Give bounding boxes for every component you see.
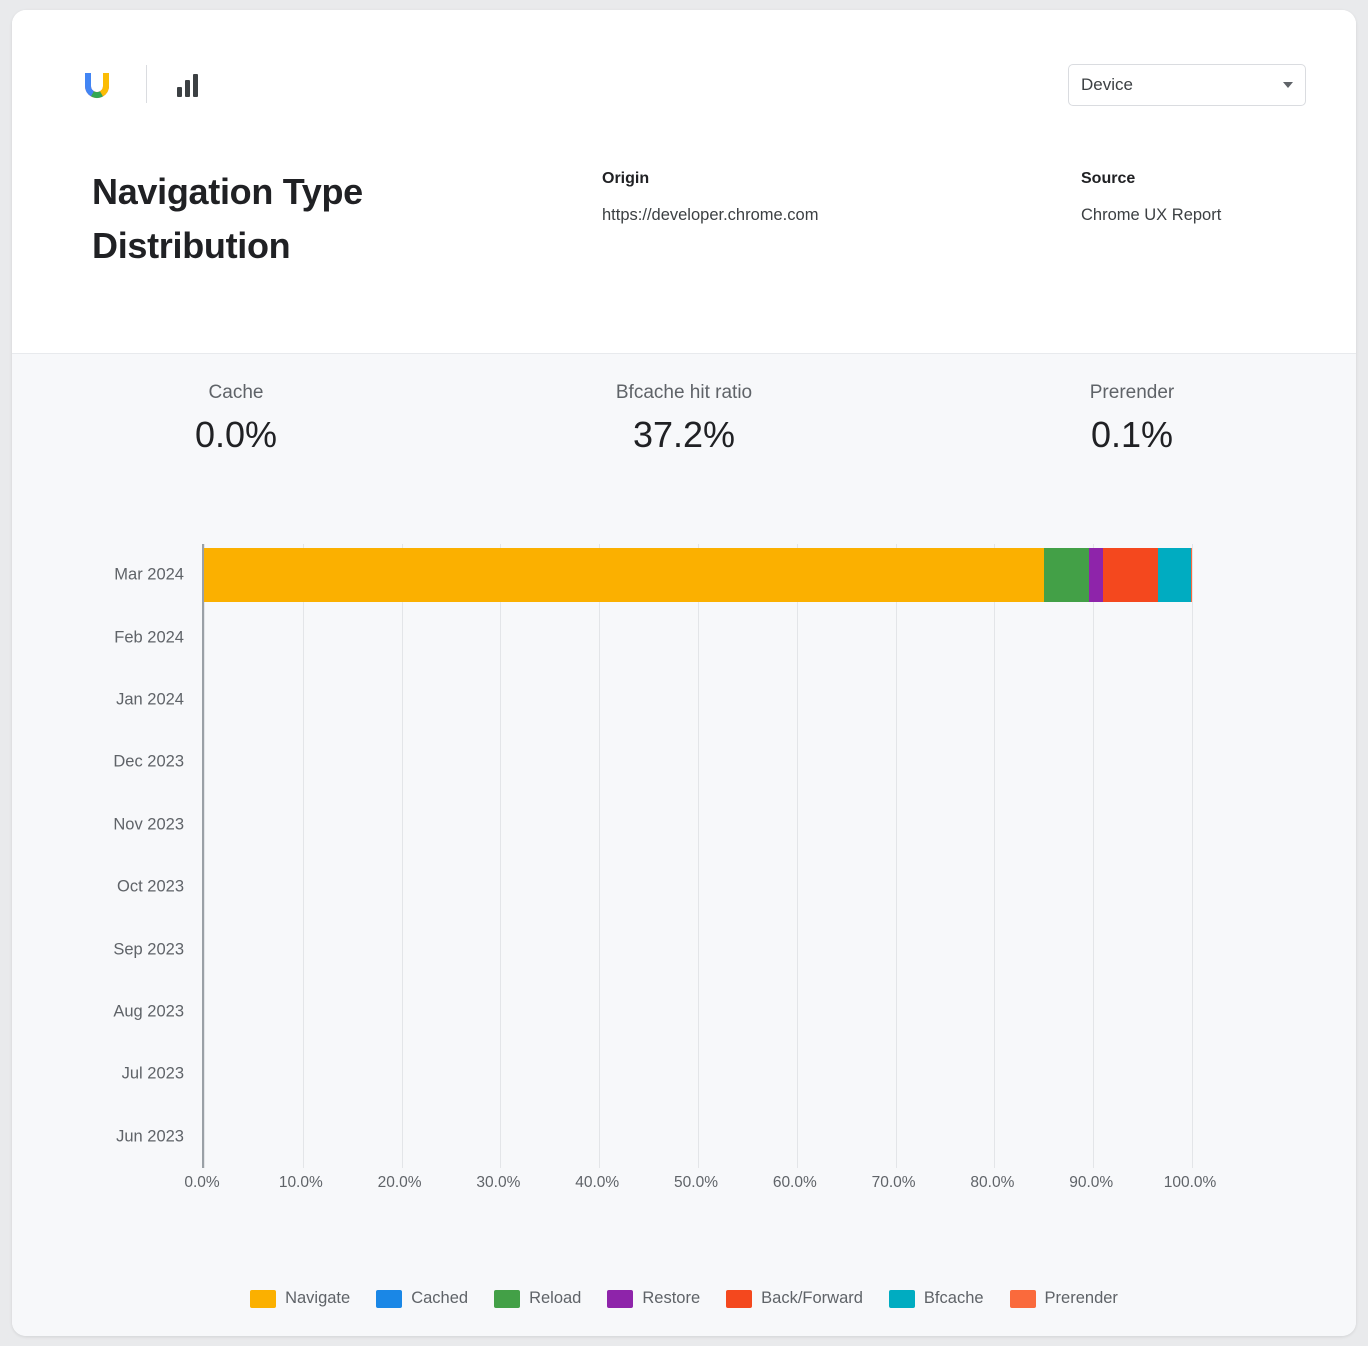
stat-1 [460, 382, 908, 456]
gridline [204, 544, 205, 1168]
stat-caption: Cache [208, 382, 264, 403]
stat-value: 0.0% [194, 414, 278, 455]
legend-swatch [889, 1290, 915, 1308]
y-axis-tick: Feb 2024 [114, 628, 184, 647]
gridline [402, 544, 403, 1168]
legend-label: Restore [642, 1289, 701, 1307]
y-axis-tick: Oct 2023 [117, 877, 184, 896]
legend-item-navigate[interactable] [250, 1289, 350, 1308]
gridline [500, 544, 501, 1168]
gridline [994, 544, 995, 1168]
legend-item-cached[interactable] [376, 1289, 468, 1308]
device-select-value: Device [1081, 75, 1133, 94]
bar-segment-reload[interactable] [1044, 548, 1089, 602]
bar-row[interactable] [204, 548, 1192, 602]
plot-area [202, 544, 1192, 1168]
x-axis-tick: 60.0% [772, 1174, 817, 1191]
gridline [599, 544, 600, 1168]
legend-label: Navigate [285, 1289, 351, 1307]
legend-item-back-forward[interactable] [726, 1289, 863, 1308]
bar-segment-restore[interactable] [1089, 548, 1103, 602]
x-axis-labels [184, 1174, 1217, 1204]
x-axis-tick: 90.0% [1069, 1174, 1114, 1191]
legend-item-bfcache[interactable] [889, 1289, 984, 1308]
bar-segment-prerender[interactable] [1191, 548, 1192, 602]
bar-chart-icon [177, 71, 203, 97]
legend-swatch [494, 1290, 520, 1308]
card-header [12, 10, 1356, 354]
legend-swatch [607, 1290, 633, 1308]
bar-segment-back-forward[interactable] [1103, 548, 1158, 602]
origin-value: https://developer.chrome.com [602, 206, 819, 224]
gridline [797, 544, 798, 1168]
legend-item-restore[interactable] [607, 1289, 700, 1308]
chrome-ux-logo-icon [80, 67, 114, 101]
y-axis-tick: Jun 2023 [116, 1127, 184, 1146]
brand-row [80, 60, 203, 108]
device-select[interactable] [1068, 64, 1306, 106]
y-axis-tick: Jan 2024 [116, 690, 184, 709]
stat-0 [12, 382, 460, 456]
legend-swatch [1010, 1290, 1036, 1308]
legend-item-prerender[interactable] [1010, 1289, 1118, 1308]
x-axis-tick: 10.0% [278, 1174, 323, 1191]
legend-label: Back/Forward [761, 1289, 863, 1307]
legend-label: Prerender [1044, 1289, 1118, 1307]
legend-swatch [726, 1290, 752, 1308]
x-axis-tick: 20.0% [377, 1174, 422, 1191]
gridline [698, 544, 699, 1168]
gridline [896, 544, 897, 1168]
y-axis-labels [12, 544, 184, 1168]
navigation-type-chart [12, 544, 1356, 1244]
legend-swatch [250, 1290, 276, 1308]
origin-meta [602, 170, 818, 225]
x-axis-tick: 30.0% [476, 1174, 521, 1191]
source-meta [1081, 170, 1221, 225]
gridline [1192, 544, 1193, 1168]
legend-item-reload[interactable] [494, 1289, 581, 1308]
card-body [12, 354, 1356, 1336]
divider [146, 65, 147, 103]
bar-segment-navigate[interactable] [204, 548, 1044, 602]
x-axis-tick: 80.0% [970, 1174, 1015, 1191]
chevron-down-icon [1283, 82, 1293, 88]
x-axis-tick: 0.0% [184, 1174, 220, 1191]
x-axis-tick: 100.0% [1163, 1174, 1217, 1191]
y-axis-tick: Aug 2023 [113, 1002, 184, 1021]
gridline [1093, 544, 1094, 1168]
y-axis-tick: Nov 2023 [113, 815, 184, 834]
legend-label: Cached [411, 1289, 469, 1307]
y-axis-tick: Sep 2023 [113, 940, 184, 959]
report-card [12, 10, 1356, 1336]
x-axis-tick: 70.0% [871, 1174, 916, 1191]
x-axis-tick: 50.0% [674, 1174, 718, 1191]
source-label: Source [1081, 170, 1136, 187]
source-value: Chrome UX Report [1081, 206, 1222, 224]
stat-caption: Bfcache hit ratio [615, 382, 753, 403]
stat-value: 37.2% [632, 414, 736, 455]
summary-stats [12, 382, 1356, 456]
origin-label: Origin [602, 170, 650, 187]
legend-swatch [376, 1290, 402, 1308]
y-axis-tick: Jul 2023 [121, 1064, 184, 1083]
stat-2 [908, 382, 1356, 456]
legend-label: Reload [529, 1289, 582, 1307]
legend-label: Bfcache [923, 1289, 984, 1307]
y-axis-tick: Dec 2023 [113, 752, 184, 771]
x-axis-tick: 40.0% [575, 1174, 620, 1191]
stat-value: 0.1% [1090, 414, 1174, 455]
y-axis-tick: Mar 2024 [114, 565, 184, 584]
bar-segment-bfcache[interactable] [1158, 548, 1191, 602]
stat-caption: Prerender [1089, 382, 1175, 403]
gridline [303, 544, 304, 1168]
page-title: Navigation Type Distribution [92, 171, 363, 266]
chart-legend [12, 1289, 1356, 1308]
